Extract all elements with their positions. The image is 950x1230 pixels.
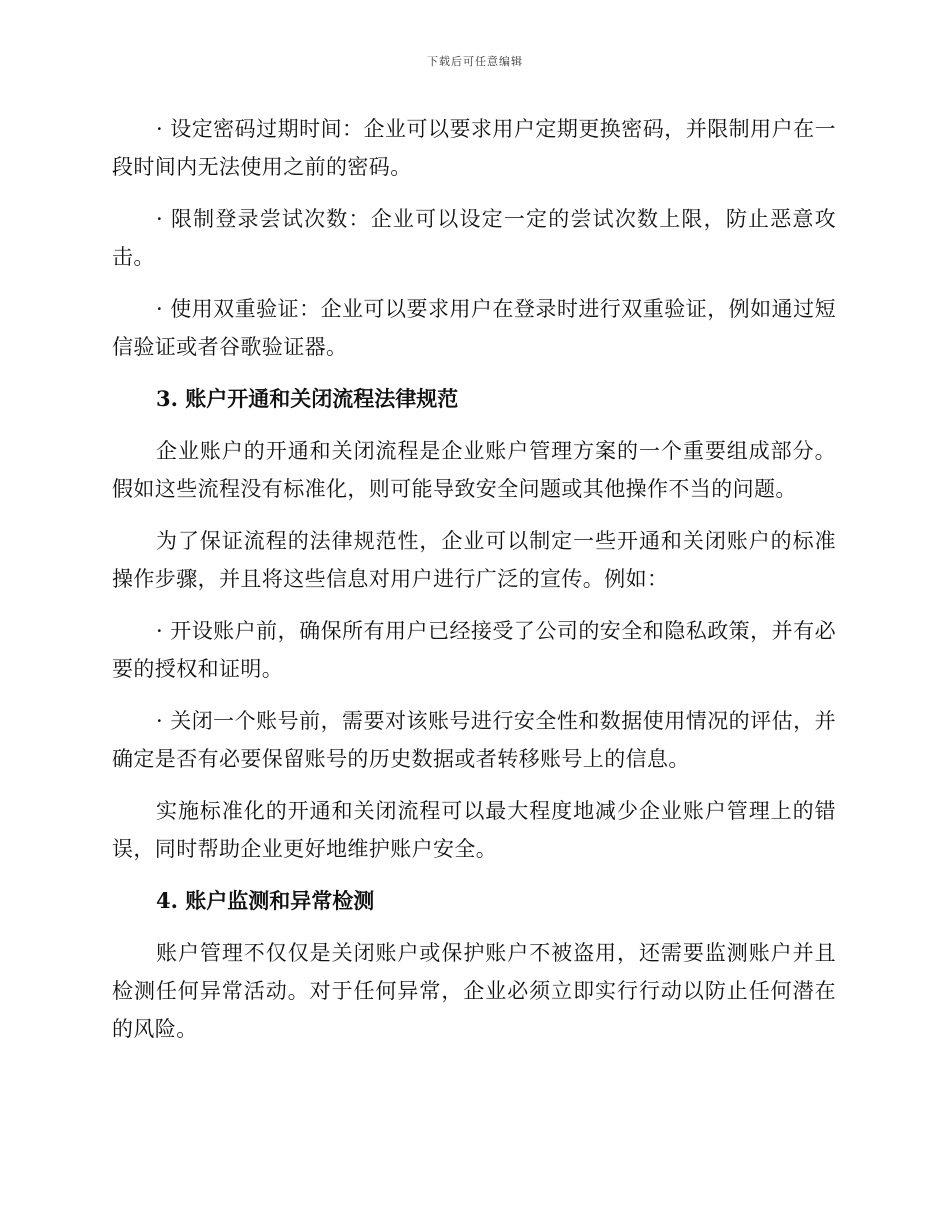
document-body: [112, 110, 836, 1062]
paragraph-monitoring: 账户管理不仅仅是关闭账户或保护账户不被盗用，还需要监测账户并且检测任何异常活动。对于任何异常，企业必须立即实行行动以防止任何潜在的风险。: [112, 941, 836, 1041]
paragraph-legal-standard: 为了保证流程的法律规范性，企业可以制定一些开通和关闭账户的标准操作步骤，并且将这些信息对用户进行广泛的宣传。例如：: [112, 529, 836, 591]
section-heading-4: 4. 账户监测和异常检测: [156, 888, 375, 913]
bullet-open-account: · 开设账户前，确保所有用户已经接受了公司的安全和隐私政策，并有必要的授权和证明。: [112, 619, 836, 681]
paragraph-account-process: 企业账户的开通和关闭流程是企业账户管理方案的一个重要组成部分。假如这些流程没有标准化，则可能导致安全问题或其他操作不当的问题。: [112, 439, 836, 501]
bullet-password-expiry: · 设定密码过期时间：企业可以要求用户定期更换密码，并限制用户在一段时间内无法使用之前的密码。: [112, 117, 836, 179]
page-header: 下载后可任意编辑: [427, 55, 523, 68]
bullet-login-attempts: · 限制登录尝试次数：企业可以设定一定的尝试次数上限，防止恶意攻击。: [112, 207, 836, 269]
section-heading-3: 3. 账户开通和关闭流程法律规范: [156, 386, 459, 411]
bullet-close-account: · 关闭一个账号前，需要对该账号进行安全性和数据使用情况的评估，并确定是否有必要保留账号的历史数据或者转移账号上的信息。: [112, 709, 836, 771]
paragraph-standardization: 实施标准化的开通和关闭流程可以最大程度地减少企业账户管理上的错误，同时帮助企业更好地维护账户安全。: [112, 799, 836, 861]
bullet-two-factor: · 使用双重验证：企业可以要求用户在登录时进行双重验证，例如通过短信验证或者谷歌验证器。: [112, 297, 836, 359]
